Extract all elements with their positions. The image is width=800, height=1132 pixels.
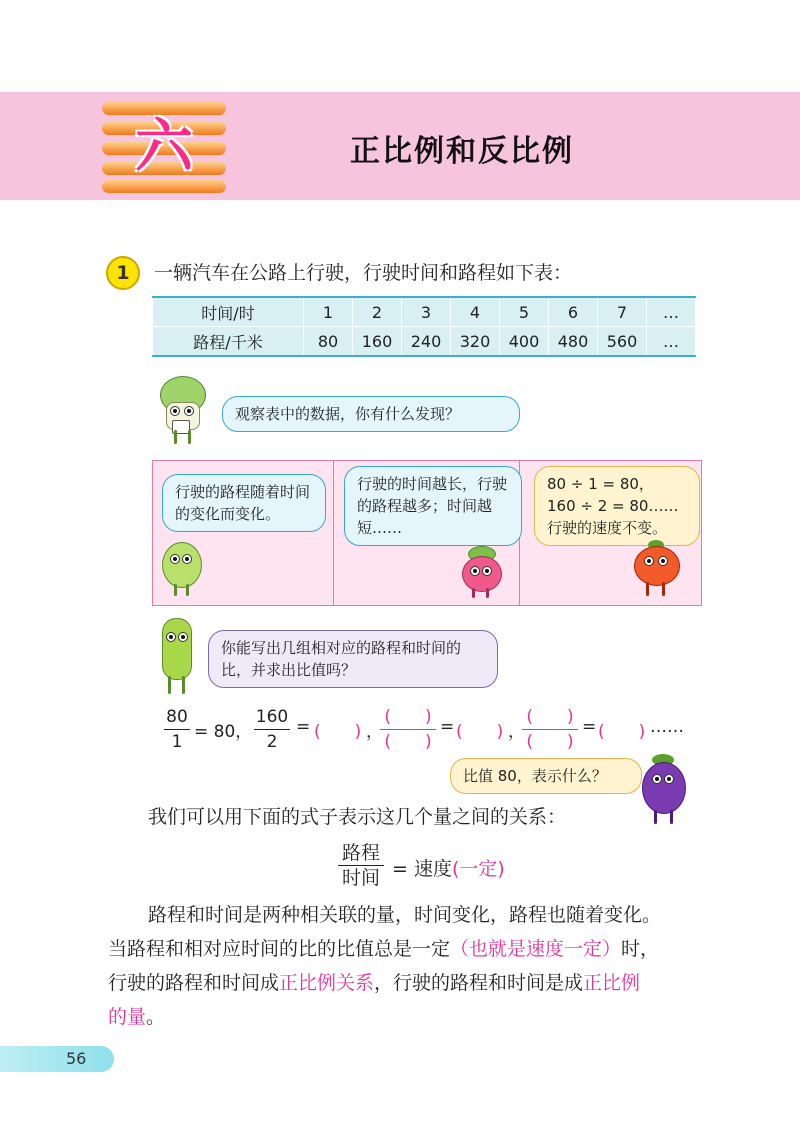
meaning-text: 比值 80，表示什么？ [463,767,607,785]
page-number: 56 [66,1049,87,1068]
blank-answer: ( ) [598,722,646,742]
fraction-1-result: = 80， [194,722,253,742]
tomato-character-icon [628,540,684,598]
comma: ， [508,722,525,742]
blank-fraction [522,706,578,753]
table-row [153,327,696,357]
text-span: 当路程和相对应时间的比的比值总是一定 [108,938,451,960]
question-text: 你能写出几组相对应的路程和时间的比，并求出比值吗？ [221,639,462,679]
table-cell: 240 [402,327,451,357]
table-cell: 6 [549,297,598,327]
chapter-badge [102,100,226,192]
highlight-span: 的量 [108,1006,147,1028]
observe-speech-bubble [222,396,520,432]
table-cell: 560 [598,327,647,357]
relation-intro: 我们可以用下面的式子表示这几个量之间的关系： [148,806,567,828]
panel-bubble-3-line-3: 行驶的速度不变。 [547,519,668,537]
definition-line-3 [108,966,640,1000]
question-speech-bubble [208,630,498,688]
relation-denominator: 时间 [341,867,380,889]
cabbage-character-icon [152,376,212,446]
equals-sign: = [440,717,455,737]
relation-rhs: = 速度 [392,858,452,880]
blank-denominator: ( ) [526,732,574,752]
observe-text: 观察表中的数据，你有什么发现？ [235,405,461,423]
text-span: 行驶的路程和时间成 [108,972,280,994]
blank-numerator: ( ) [526,707,574,727]
table-cell: 480 [549,327,598,357]
equals-sign: = [582,717,597,737]
table-cell: 4 [451,297,500,327]
table-cell: 400 [500,327,549,357]
definition-line-1: 路程和时间是两种相关联的量，时间变化，路程也随着变化。 [148,904,662,926]
blank-answer: ( ) [314,722,362,742]
panel-bubble-1 [162,474,326,532]
example-text: 一辆汽车在公路上行驶，行驶时间和路程如下表： [154,262,573,284]
fraction-80-over-1 [164,706,190,753]
relation-formula-rhs [392,854,505,881]
fraction-denominator: 1 [171,732,183,752]
fraction-160-over-2 [254,706,290,753]
pepper-character-icon [158,536,204,598]
text-span: 时， [621,938,660,960]
fraction-numerator: 160 [255,707,289,727]
blank-numerator: ( ) [384,707,432,727]
table-cell: 320 [451,327,500,357]
blank-denominator: ( ) [384,732,432,752]
table-row-header: 路程/千米 [153,327,304,357]
relation-constant: (一定) [451,858,505,880]
time-distance-table [152,296,696,357]
comma: ， [366,722,383,742]
chapter-number: 六 [134,112,193,180]
radish-character-icon [458,546,504,600]
example-number-badge: 1 [106,256,140,290]
table-cell: … [647,297,696,327]
fraction-numerator: 80 [166,707,188,727]
highlight-span: 正比例 [583,972,641,994]
table-row [153,297,696,327]
ellipsis: …… [650,717,684,737]
blank-answer: ( ) [456,722,504,742]
relation-fraction [338,842,384,889]
chapter-title: 正比例和反比例 [350,134,574,169]
eggplant-character-icon [636,754,690,826]
definition-line-4 [108,1000,165,1034]
table-cell: 1 [304,297,353,327]
panel-bubble-2-text: 行驶的时间越长，行驶的路程越多；时间越短…… [357,475,508,537]
highlight-span: （也就是速度一定） [450,938,622,960]
panel-bubble-3-line-1: 80 ÷ 1 = 80， [547,475,654,493]
meaning-speech-bubble [450,758,642,794]
definition-line-2 [108,932,659,966]
table-cell: 160 [353,327,402,357]
panel-bubble-3-line-2: 160 ÷ 2 = 80…… [547,497,679,515]
text-span: 。 [146,1006,166,1028]
bean-character-icon [152,618,200,698]
table-cell: 5 [500,297,549,327]
table-cell: … [647,327,696,357]
table-cell: 7 [598,297,647,327]
panel-bubble-2 [344,466,522,546]
table-cell: 80 [304,327,353,357]
fraction-denominator: 2 [266,732,278,752]
equals-sign: = [296,717,311,737]
table-cell: 3 [402,297,451,327]
highlight-span: 正比例关系 [279,972,375,994]
relation-numerator: 路程 [341,842,380,864]
panel-bubble-3 [534,466,700,546]
page-number-tab [0,1046,114,1072]
table-row-header: 时间/时 [153,297,304,327]
table-cell: 2 [353,297,402,327]
text-span: ，行驶的路程和时间是成 [374,972,584,994]
blank-fraction [380,706,436,753]
panel-bubble-1-text: 行驶的路程随着时间的变化而变化。 [175,483,311,523]
